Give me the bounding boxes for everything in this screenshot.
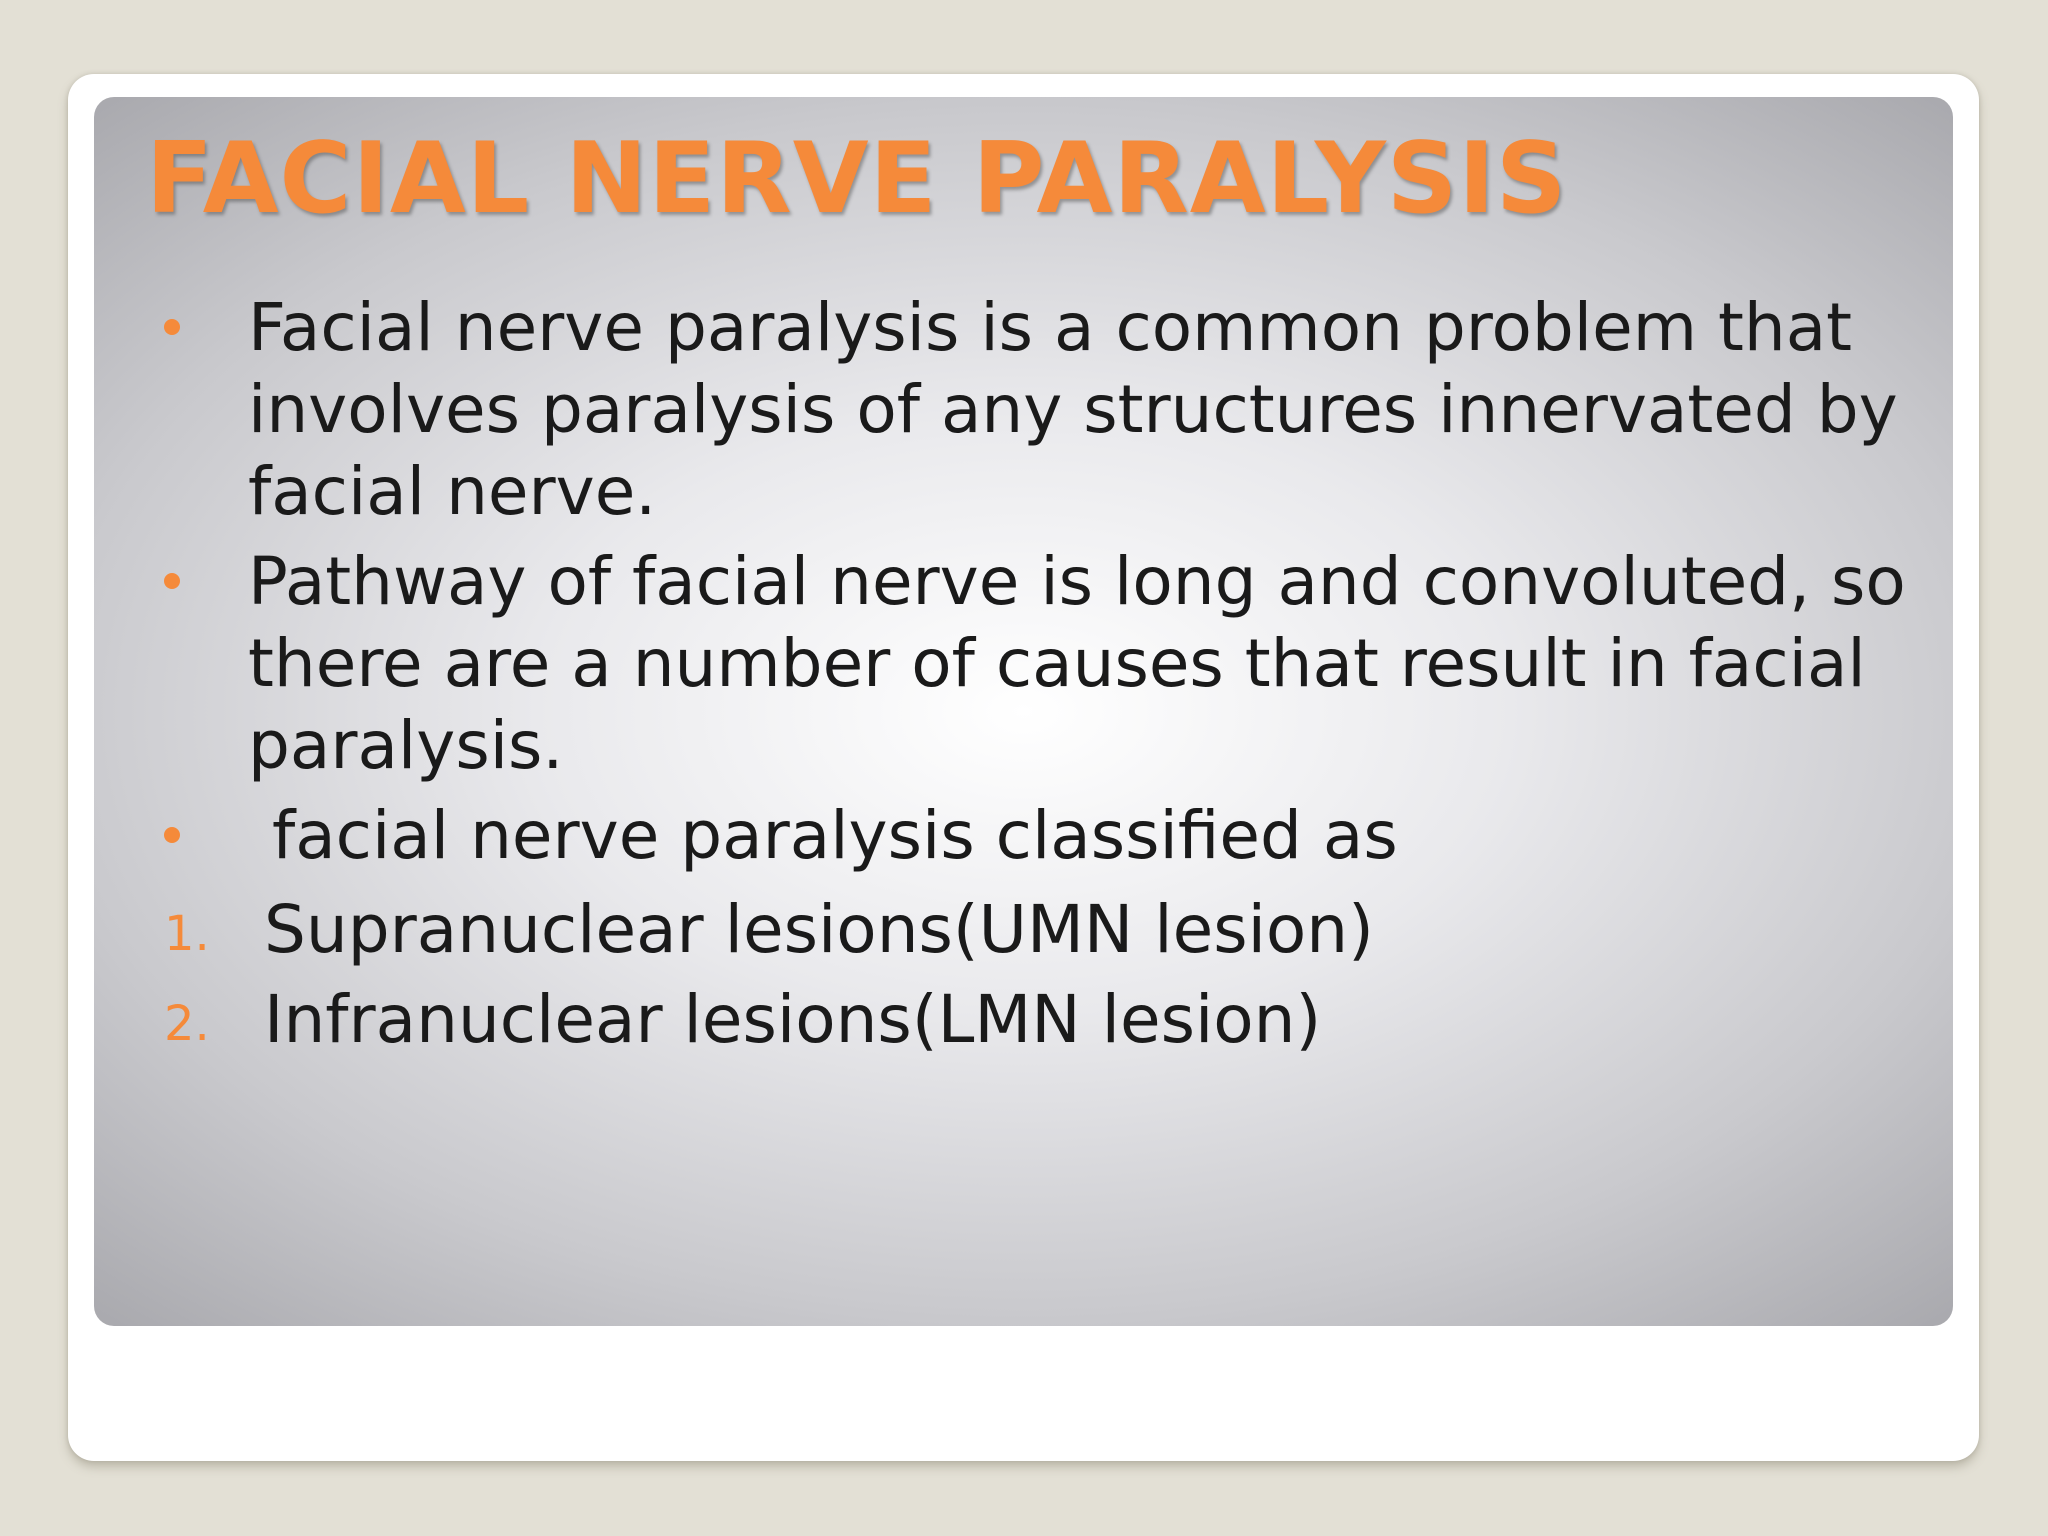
bullet-item bbox=[164, 795, 1934, 877]
slide-title: FACIAL NERVE PARALYSIS bbox=[146, 122, 1568, 236]
slide-content-panel bbox=[94, 97, 1953, 1326]
bullet-text: Facial nerve paralysis is a common problem that involves paralysis of any structures innervated by facial nerve. bbox=[248, 289, 1898, 530]
numbered-item bbox=[164, 885, 1934, 975]
bullet-dot-icon bbox=[164, 827, 180, 843]
bullet-item bbox=[164, 541, 1934, 787]
bullet-text: facial nerve paralysis classified as bbox=[272, 797, 1398, 874]
bullet-dot-icon bbox=[164, 319, 180, 335]
number-marker: 2. bbox=[164, 996, 210, 1052]
bullet-dot-icon bbox=[164, 573, 180, 589]
number-marker: 1. bbox=[164, 906, 210, 962]
numbered-text: Infranuclear lesions(LMN lesion) bbox=[264, 981, 1322, 1058]
bullet-item bbox=[164, 287, 1934, 533]
numbered-text: Supranuclear lesions(UMN lesion) bbox=[264, 891, 1374, 968]
bullet-list bbox=[164, 287, 1934, 1065]
numbered-item bbox=[164, 975, 1934, 1065]
bullet-text: Pathway of facial nerve is long and convoluted, so there are a number of causes that result in facial paralysis. bbox=[248, 543, 1906, 784]
